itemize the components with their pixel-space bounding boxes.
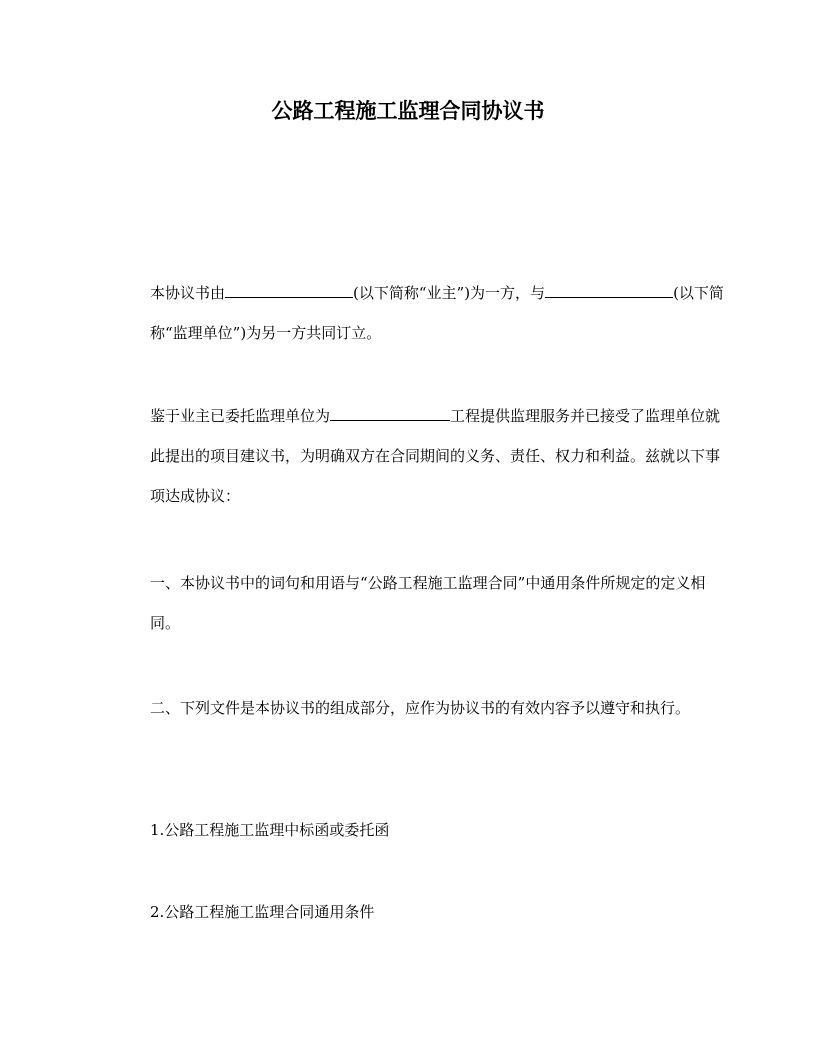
document-title: 公路工程施工监理合同协议书 [271,99,545,123]
document-list-item-2: 2.公路工程施工监理合同通用条件 [150,903,375,921]
supervisor-name-blank[interactable] [545,283,673,298]
paragraph-parties-supervisor-note: (以下简称“监理单位”)为另一方共同订立。 [150,284,724,342]
paragraph-parties-owner-note: (以下简称“业主”)为一方，与 [353,284,546,302]
document-list-item-1: 1.公路工程施工监理中标函或委托函 [150,821,390,839]
paragraph-parties [120,273,730,353]
paragraph-recital-body: 工程提供监理服务并已接受了监理单位就此提出的项目建议书，为明确双方在合同期间的义务、责任、权力和利益。兹就以下事项达成协议： [150,407,721,505]
clause-one: 一、本协议书中的词句和用语与“公路工程施工监理合同”中通用条件所规定的定义相同。 [150,574,706,632]
project-name-blank[interactable] [330,406,450,421]
paragraph-recital [120,396,730,516]
clause-two: 二、下列文件是本协议书的组成部分，应作为协议书的有效内容予以遵守和执行。 [150,699,691,717]
paragraph-parties-intro: 本协议书由 [150,284,226,302]
owner-name-blank[interactable] [225,283,353,298]
paragraph-recital-intro: 鉴于业主已委托监理单位为 [150,407,331,425]
